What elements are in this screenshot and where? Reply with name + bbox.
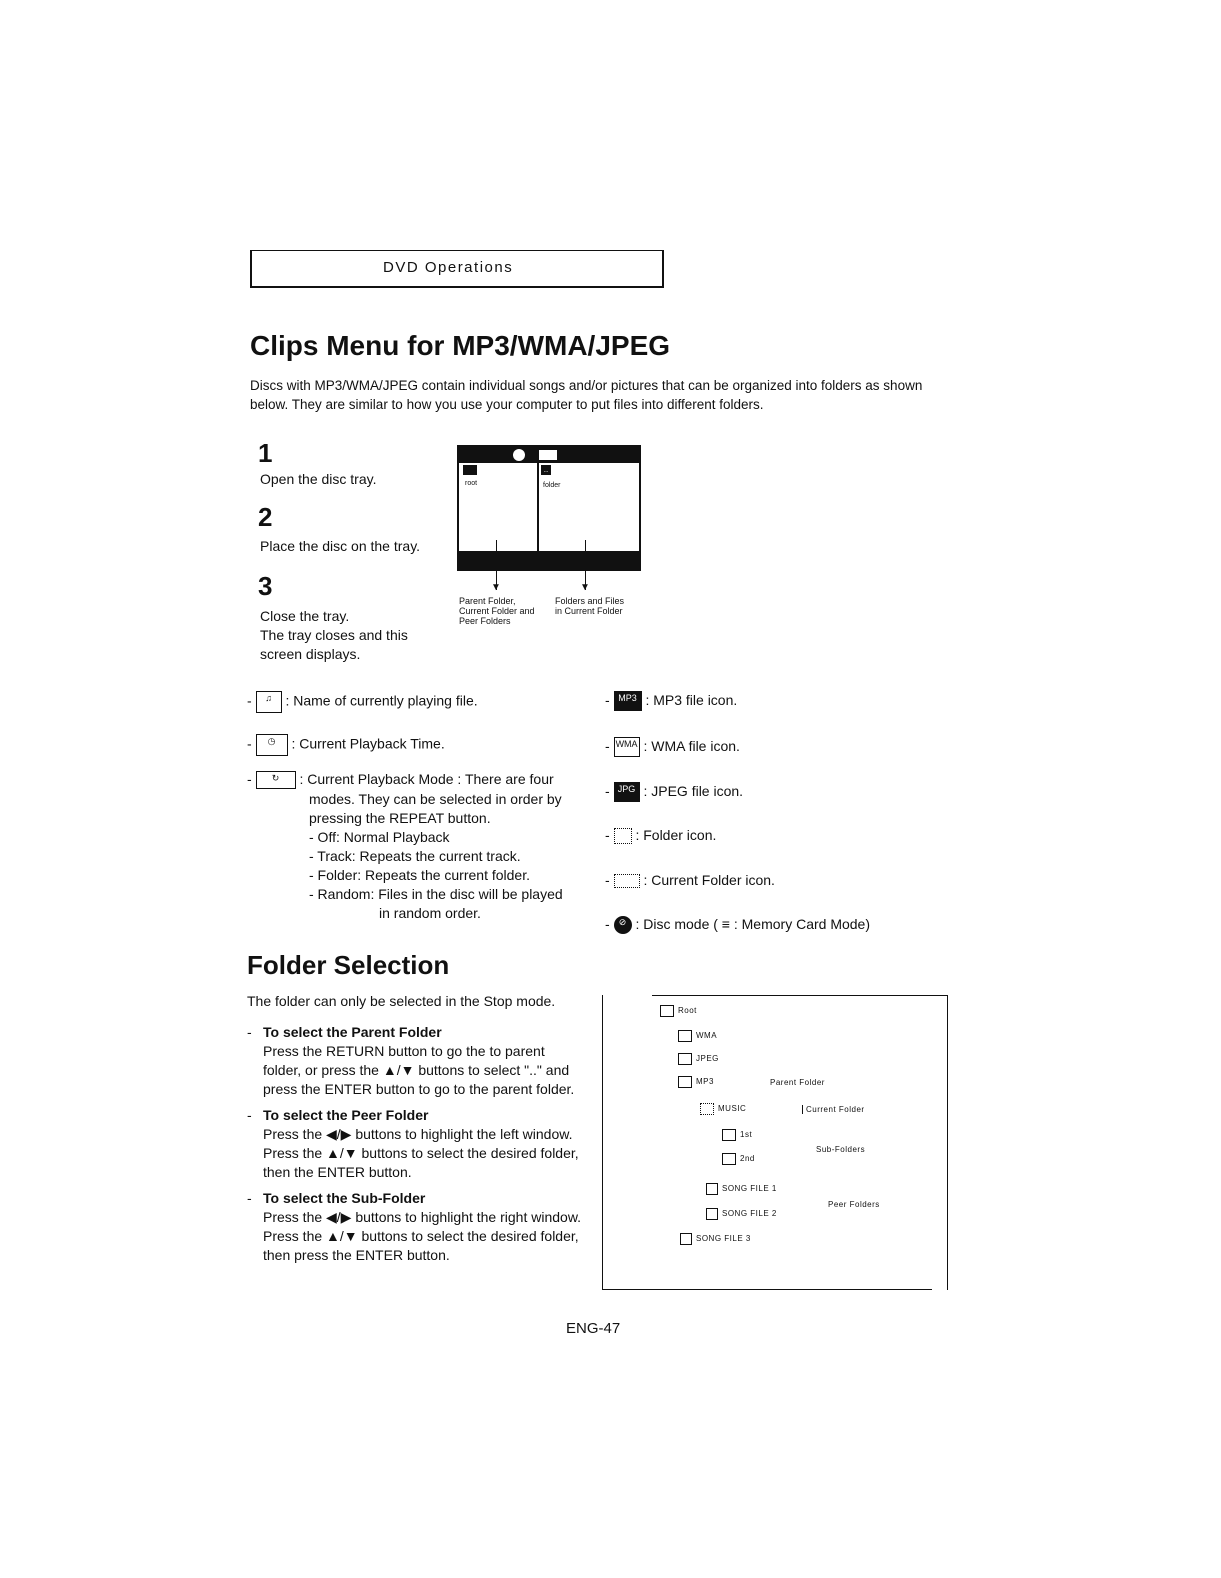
folder-tree-diagram: [602, 995, 948, 1290]
song-file-icon: [680, 1233, 692, 1245]
current-folder-icon: [700, 1103, 714, 1115]
screen-top-item: ..: [541, 465, 551, 475]
tree-label-parent: Parent Folder: [770, 1078, 825, 1087]
folder-icon: [463, 465, 477, 475]
jpeg-file-icon: JPG: [614, 782, 640, 802]
intro-paragraph: Discs with MP3/WMA/JPEG contain individual songs and/or pictures that can be organized into folders as shown below. They are similar to how you use your computer to put files into different folders.: [250, 378, 923, 412]
tree-label-current: Current Folder: [802, 1105, 865, 1114]
legend-item-disc-mode: - ⊘ : Disc mode ( ≡ : Memory Card Mode): [605, 915, 870, 934]
legend-item-wma: - WMA : WMA file icon.: [605, 737, 740, 757]
mode-line-6: - Random: Files in the disc will be played: [309, 886, 563, 902]
mode-line-5: - Folder: Repeats the current folder.: [309, 867, 530, 883]
sub-folder-line-2: Press the ▲/▼ buttons to select the desired folder,: [263, 1228, 579, 1244]
sub-folder-line-3: then press the ENTER button.: [263, 1247, 450, 1263]
sub-folder-dash: -: [247, 1190, 252, 1206]
tree-first: 1st: [722, 1129, 752, 1141]
tree-frame-left: [602, 995, 603, 1290]
tree-label-peer: Peer Folders: [828, 1200, 880, 1209]
tree-jpeg: JPEG: [678, 1053, 719, 1065]
legend-item-current-folder: - : Current Folder icon.: [605, 872, 775, 888]
step-2-number: 2: [258, 502, 273, 532]
step-3-number: 3: [258, 571, 273, 601]
tree-root: Root: [660, 1005, 697, 1017]
page-title: Clips Menu for MP3/WMA/JPEG: [250, 330, 671, 361]
file-name-icon: ♫: [256, 691, 282, 713]
tree-music: MUSIC: [700, 1103, 746, 1115]
folder-icon: [660, 1005, 674, 1017]
folder-icon: [678, 1053, 692, 1065]
mode-line-4: - Track: Repeats the current track.: [309, 848, 521, 864]
tree-label-sub: Sub-Folders: [816, 1145, 866, 1154]
screen-left-item: root: [465, 480, 478, 487]
legend-item-jpeg: - JPG : JPEG file icon.: [605, 782, 743, 802]
repeat-mode-icon: ↻: [256, 771, 296, 789]
playback-time-icon: ◷: [256, 734, 288, 756]
screen-right-label-2: in Current Folder: [555, 606, 623, 616]
tree-song-1: SONG FILE 1: [706, 1183, 777, 1195]
mode-line-1: modes. They can be selected in order by: [309, 791, 562, 807]
current-folder-icon: [614, 874, 640, 888]
step-3-text-3: screen displays.: [260, 646, 361, 662]
screen-right-label-1: Folders and Files: [555, 596, 625, 606]
step-1-number: 1: [258, 438, 273, 468]
step-2-text: Place the disc on the tray.: [260, 538, 421, 554]
sub-folder-heading: To select the Sub-Folder: [263, 1190, 426, 1206]
step-3-text: Close the tray.: [260, 608, 350, 624]
clips-menu-screen: [457, 445, 641, 571]
legend-item-playback-time: - ◷ : Current Playback Time.: [247, 734, 445, 756]
song-file-icon: [706, 1208, 718, 1220]
song-file-icon: [706, 1183, 718, 1195]
peer-folder-dash: -: [247, 1107, 252, 1123]
folder-icon: [722, 1129, 736, 1141]
legend-item-file-name: - ♫ : Name of currently playing file.: [247, 691, 478, 713]
wma-file-icon: WMA: [614, 737, 640, 757]
peer-folder-line-3: then the ENTER button.: [263, 1164, 412, 1180]
folder-icon: [614, 828, 632, 844]
repeat-mode-icon: [539, 450, 557, 460]
arrow-down-icon: ▼: [491, 582, 501, 593]
tree-frame-top: [652, 995, 947, 996]
parent-folder-heading: To select the Parent Folder: [263, 1024, 442, 1040]
folder-icon: [678, 1030, 692, 1042]
folder-icon: [722, 1153, 736, 1165]
tree-frame-right: [947, 995, 948, 1290]
legend-item-playback-mode: - ↻ : Current Playback Mode : There are four: [247, 770, 554, 789]
tree-song-2: SONG FILE 2: [706, 1208, 777, 1220]
parent-folder-line-2: folder, or press the ▲/▼ buttons to select ".." and: [263, 1062, 570, 1078]
parent-folder-line-3: press the ENTER button to go to the parent folder.: [263, 1081, 575, 1097]
tree-song-3: SONG FILE 3: [680, 1233, 751, 1245]
screen-right-item: folder: [543, 482, 561, 489]
legend-item-mp3: - MP3 : MP3 file icon.: [605, 691, 737, 711]
disc-mode-icon: [513, 449, 525, 461]
folder-icon: [678, 1076, 692, 1088]
peer-folder-line-1: Press the ◀/▶ buttons to highlight the left window.: [263, 1126, 573, 1142]
disc-mode-icon: ⊘: [614, 916, 632, 934]
screen-left-label-3: Peer Folders: [459, 616, 511, 626]
screen-divider: [537, 463, 539, 551]
screen-bottom-bar: [459, 551, 639, 569]
arrow-down-icon: ▼: [580, 582, 590, 593]
tree-second: 2nd: [722, 1153, 755, 1165]
peer-folder-heading: To select the Peer Folder: [263, 1107, 429, 1123]
screen-left-label-2: Current Folder and: [459, 606, 535, 616]
folder-selection-title: Folder Selection: [247, 950, 450, 980]
section-header: DVD Operations: [383, 259, 514, 276]
screen-left-label-1: Parent Folder,: [459, 596, 516, 606]
step-3-text-2: The tray closes and this: [260, 627, 408, 643]
mode-line-7: in random order.: [379, 905, 481, 921]
tree-frame-bottom: [602, 1289, 932, 1290]
step-1-text: Open the disc tray.: [260, 471, 377, 487]
tree-mp3: MP3: [678, 1076, 714, 1088]
peer-folder-line-2: Press the ▲/▼ buttons to select the desired folder,: [263, 1145, 579, 1161]
parent-folder-line-1: Press the RETURN button to go the to parent: [263, 1043, 545, 1059]
sub-folder-line-1: Press the ◀/▶ buttons to highlight the right window.: [263, 1209, 582, 1225]
tree-wma: WMA: [678, 1030, 717, 1042]
folder-selection-intro: The folder can only be selected in the Stop mode.: [247, 993, 556, 1009]
mode-line-2: pressing the REPEAT button.: [309, 810, 491, 826]
legend-item-folder: - : Folder icon.: [605, 827, 717, 843]
parent-folder-dash: -: [247, 1024, 252, 1040]
mp3-file-icon: MP3: [614, 691, 642, 711]
page-number: ENG-47: [566, 1320, 621, 1337]
mode-line-3: - Off: Normal Playback: [309, 829, 450, 845]
